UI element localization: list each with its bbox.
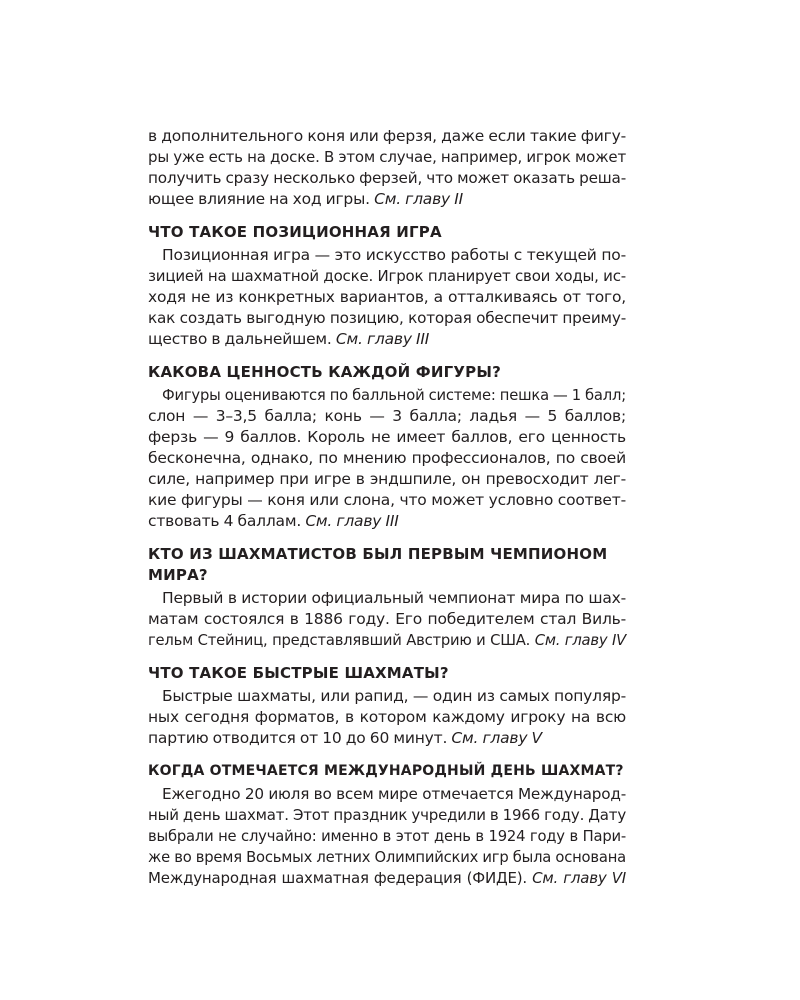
text-line: слон — 3–3,5 балла; конь — 3 балла; ладья — 5 баллов; bbox=[148, 407, 626, 425]
text-line: ных сегодня форматов, в котором каждому игроку на всю bbox=[148, 708, 626, 726]
text-line: Первый в истории официальный чемпионат мира по шах- bbox=[162, 589, 626, 607]
text-line: бесконечна, однако, по мнению профессионалов, по своей bbox=[148, 449, 626, 467]
chapter-reference: См. главу III bbox=[335, 330, 430, 348]
text-line: Международная шахматная федерация (ФИДЕ). См. главу VI bbox=[148, 869, 626, 887]
text-line: кие фигуры — коня или слона, что может условно соответ- bbox=[148, 491, 626, 509]
text-line: щество в дальнейшем. См. главу III bbox=[148, 330, 430, 348]
intro-paragraph bbox=[148, 126, 626, 210]
chapter-reference: См. главу II bbox=[374, 190, 463, 208]
text-line: гельм Стейниц, представлявший Австрию и США. См. главу IV bbox=[148, 632, 626, 649]
section-heading: ЧТО ТАКОЕ ПОЗИЦИОННАЯ ИГРА bbox=[148, 223, 442, 241]
text-line: как создать выгодную позицию, которая обеспечит преиму- bbox=[148, 309, 626, 327]
text-line: зицией на шахматной доске. Игрок планирует свои ходы, ис- bbox=[148, 267, 626, 285]
text-line: ферзь — 9 баллов. Король не имеет баллов, его ценность bbox=[148, 428, 626, 446]
section-heading: КАКОВА ЦЕННОСТЬ КАЖДОЙ ФИГУРЫ? bbox=[148, 363, 501, 381]
text-line: Фигуры оцениваются по балльной системе: пешка — 1 балл; bbox=[162, 387, 626, 404]
text-column bbox=[148, 126, 626, 889]
text-line: матам состоялся в 1886 году. Его победителем стал Виль- bbox=[148, 610, 626, 628]
chapter-reference: См. главу IV bbox=[534, 632, 626, 649]
text-line: Ежегодно 20 июля во всем мире отмечается Международ- bbox=[162, 785, 626, 803]
section-heading: ЧТО ТАКОЕ БЫСТРЫЕ ШАХМАТЫ? bbox=[148, 664, 449, 682]
text-line: получить сразу несколько ферзей, что может оказать реша- bbox=[148, 169, 626, 187]
text-line: ры уже есть на доске. В этом случае, например, игрок может bbox=[148, 148, 626, 166]
text-line: Позиционная игра — это искусство работы с текущей по- bbox=[162, 246, 626, 264]
section-heading: КОГДА ОТМЕЧАЕТСЯ МЕЖДУНАРОДНЫЙ ДЕНЬ ШАХМАТ? bbox=[148, 763, 624, 779]
chapter-reference: См. главу III bbox=[305, 512, 399, 530]
text-line: в дополнительного коня или ферзя, даже если такие фигу- bbox=[148, 127, 626, 145]
text-line: партию отводится от 10 до 60 минут. См. главу V bbox=[148, 729, 542, 747]
text-line: выбрали не случайно: именно в этот день в 1924 году в Пари- bbox=[148, 828, 626, 845]
chapter-reference: См. главу VI bbox=[532, 869, 626, 887]
text-line: ющее влияние на ход игры. См. главу II bbox=[148, 190, 463, 208]
text-line: ствовать 4 баллам. См. главу III bbox=[148, 512, 399, 530]
chapter-reference: См. главу V bbox=[451, 729, 542, 747]
section-rapid-chess bbox=[148, 663, 626, 749]
section-positional-play bbox=[148, 222, 626, 350]
text-line: Быстрые шахматы, или рапид, — один из самых популяр- bbox=[162, 687, 626, 705]
section-first-champion bbox=[148, 544, 626, 651]
text-line: ный день шахмат. Этот праздник учредили в 1966 году. Дату bbox=[148, 806, 626, 824]
text-line: же во время Восьмых летних Олимпийских игр была основана bbox=[148, 849, 626, 866]
section-piece-values bbox=[148, 362, 626, 532]
text-line: ходя не из конкретных вариантов, а отталкиваясь от того, bbox=[148, 288, 626, 306]
text-line: силе, например при игре в эндшпиле, он превосходит лег- bbox=[148, 470, 626, 488]
section-heading: КТО ИЗ ШАХМАТИСТОВ БЫЛ ПЕРВЫМ ЧЕМПИОНОМ МИРА? bbox=[148, 545, 608, 584]
section-chess-day bbox=[148, 761, 626, 889]
